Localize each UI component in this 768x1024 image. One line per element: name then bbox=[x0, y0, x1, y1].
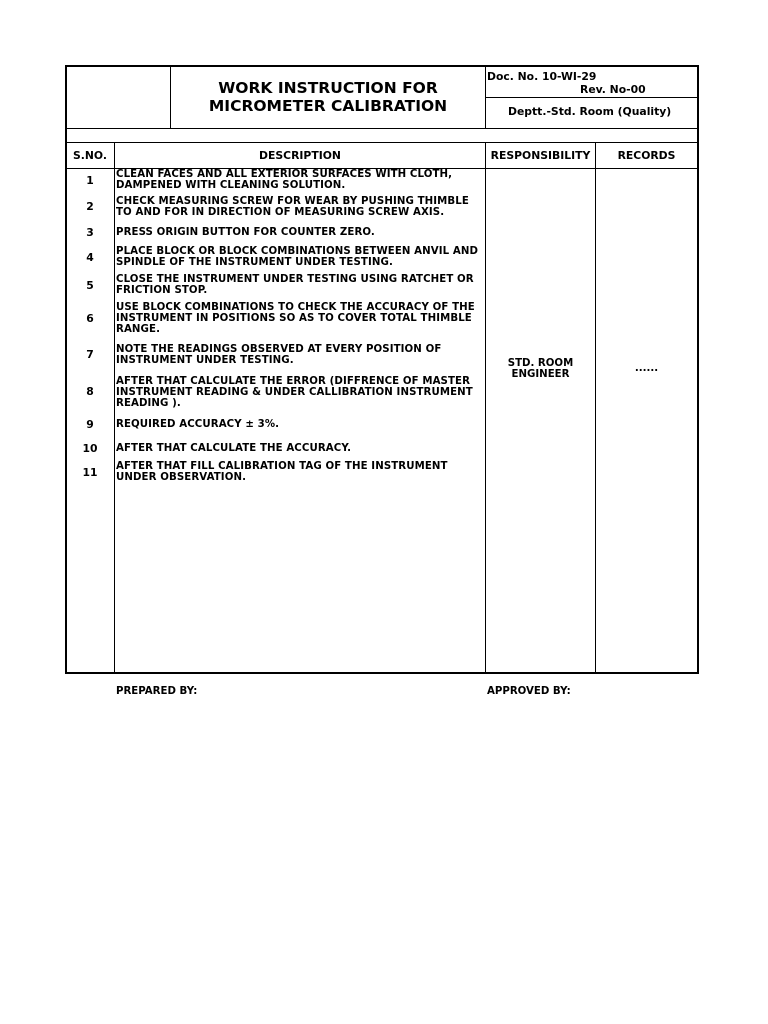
col-header-description: DESCRIPTION bbox=[259, 149, 341, 162]
step-description: USE BLOCK COMBINATIONS TO CHECK THE ACCURACY OF THE INSTRUMENT IN POSITIONS SO AS TO COVER TOTAL THIMBLE RANGE. bbox=[116, 302, 475, 336]
step-number: 3 bbox=[86, 226, 94, 239]
doc-title-line1: WORK INSTRUCTION FOR bbox=[218, 79, 438, 97]
step-description: CHECK MEASURING SCREW FOR WEAR BY PUSHING THIMBLE TO AND FOR IN DIRECTION OF MEASURING SCREW AXIS. bbox=[116, 196, 469, 219]
step-description: PLACE BLOCK OR BLOCK COMBINATIONS BETWEEN ANVIL AND SPINDLE OF THE INSTRUMENT UNDER TESTING. bbox=[116, 246, 479, 269]
step-number: 7 bbox=[86, 348, 94, 361]
responsibility-line2: ENGINEER bbox=[511, 369, 570, 380]
revision-number: Rev. No-00 bbox=[580, 83, 646, 96]
step-number: 6 bbox=[86, 312, 94, 325]
approved-by-label: APPROVED BY: bbox=[487, 686, 571, 697]
step-description: AFTER THAT CALCULATE THE ERROR (DIFFRENCE OF MASTER INSTRUMENT READING & UNDER CALLIBRATION INSTRUMENT READING ). bbox=[116, 376, 473, 410]
step-number: 1 bbox=[86, 174, 94, 187]
step-description: CLEAN FACES AND ALL EXTERIOR SURFACES WITH CLOTH, DAMPENED WITH CLEANING SOLUTION. bbox=[116, 169, 453, 192]
border-top bbox=[65, 65, 699, 67]
step-description: AFTER THAT FILL CALIBRATION TAG OF THE INSTRUMENT UNDER OBSERVATION. bbox=[116, 461, 448, 484]
step-number: 8 bbox=[86, 385, 94, 398]
doc-title-line2: MICROMETER CALIBRATION bbox=[208, 97, 448, 115]
border-bottom bbox=[65, 672, 699, 674]
step-number: 11 bbox=[82, 466, 98, 479]
step-number: 2 bbox=[86, 200, 94, 213]
responsibility-line1: STD. ROOM bbox=[507, 358, 574, 369]
col-divider-1 bbox=[114, 142, 115, 673]
step-number: 10 bbox=[82, 442, 98, 455]
records-value: ...... bbox=[634, 363, 659, 374]
step-number: 9 bbox=[86, 418, 94, 431]
col-header-responsibility: RESPONSIBILITY bbox=[490, 149, 591, 162]
spacer-bottom bbox=[65, 142, 699, 143]
step-description: PRESS ORIGIN BUTTON FOR COUNTER ZERO. bbox=[116, 227, 375, 238]
col-divider-2 bbox=[485, 142, 486, 673]
step-description: NOTE THE READINGS OBSERVED AT EVERY POSITION OF INSTRUMENT UNDER TESTING. bbox=[116, 344, 442, 367]
step-number: 4 bbox=[86, 251, 94, 264]
col-header-records: RECORDS bbox=[617, 149, 676, 162]
border-right bbox=[697, 65, 699, 674]
col-header-sno: S.NO. bbox=[73, 149, 107, 162]
step-description: CLOSE THE INSTRUMENT UNDER TESTING USING RATCHET OR FRICTION STOP. bbox=[116, 274, 474, 297]
department: Deptt.-Std. Room (Quality) bbox=[508, 105, 672, 118]
step-description: REQUIRED ACCURACY ± 3%. bbox=[116, 419, 280, 430]
prepared-by-label: PREPARED BY: bbox=[116, 686, 198, 697]
col-divider-3 bbox=[595, 142, 596, 673]
header-divider-doc bbox=[485, 97, 698, 98]
doc-number: Doc. No. 10-WI-29 bbox=[487, 70, 597, 83]
step-description: AFTER THAT CALCULATE THE ACCURACY. bbox=[116, 443, 352, 454]
step-number: 5 bbox=[86, 279, 94, 292]
header-bottom bbox=[65, 128, 699, 129]
